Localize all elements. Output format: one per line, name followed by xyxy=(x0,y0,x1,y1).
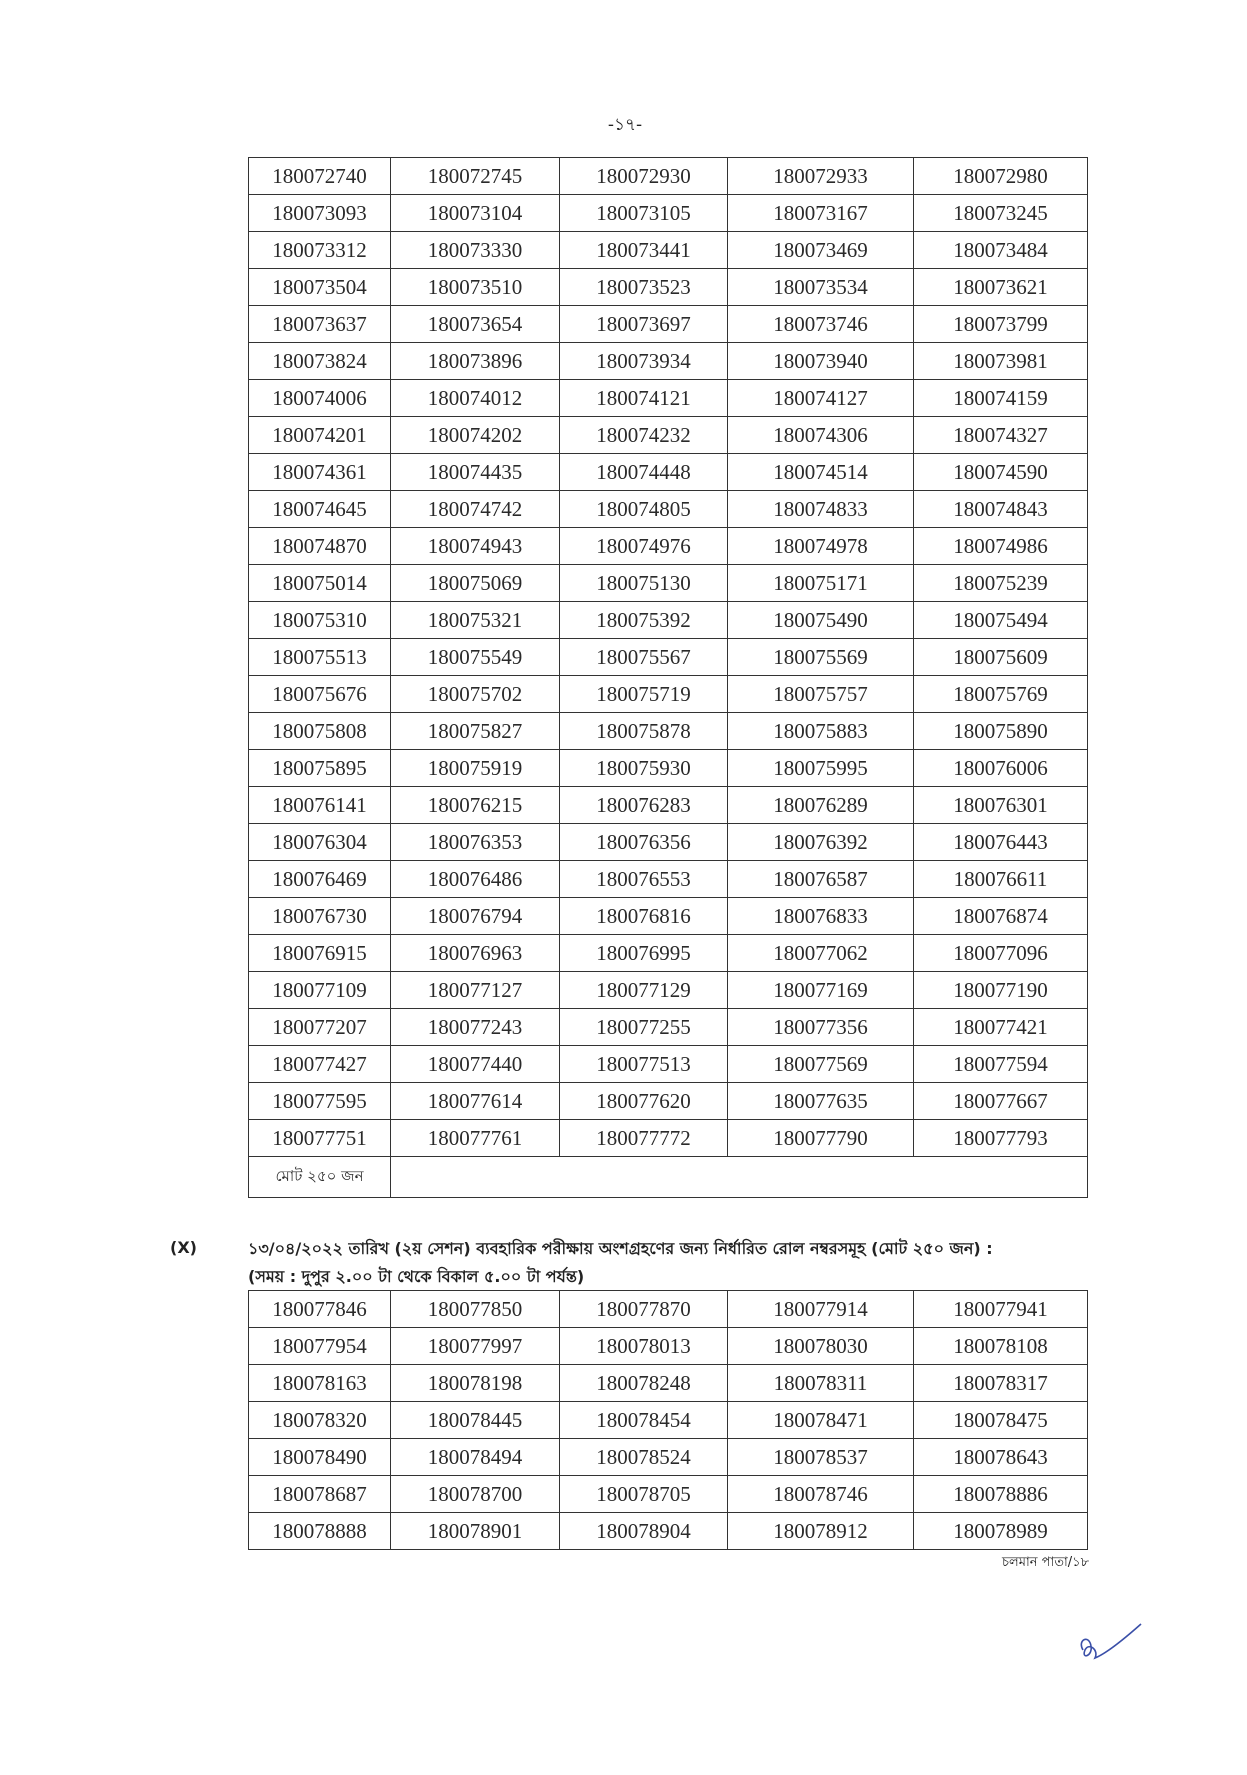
roll-number-cell: 180073799 xyxy=(914,306,1088,343)
table-row xyxy=(249,1083,1088,1120)
roll-number-cell: 180078490 xyxy=(249,1439,391,1476)
roll-number-cell: 180074978 xyxy=(728,528,914,565)
roll-number-cell: 180073484 xyxy=(914,232,1088,269)
roll-number-cell: 180073093 xyxy=(249,195,391,232)
roll-number-cell: 180074006 xyxy=(249,380,391,417)
roll-number-cell: 180076995 xyxy=(560,935,728,972)
roll-number-cell: 180074833 xyxy=(728,491,914,528)
table-row xyxy=(249,602,1088,639)
roll-number-cell: 180078320 xyxy=(249,1402,391,1439)
roll-number-cell: 180078989 xyxy=(914,1513,1088,1550)
total-row xyxy=(249,1157,1088,1198)
roll-number-cell: 180073654 xyxy=(391,306,560,343)
roll-number-cell: 180078013 xyxy=(560,1328,728,1365)
table-row xyxy=(249,750,1088,787)
roll-number-cell: 180078248 xyxy=(560,1365,728,1402)
roll-number-cell: 180076283 xyxy=(560,787,728,824)
roll-number-cell: 180074232 xyxy=(560,417,728,454)
section-title: ১৩/০৪/২০২২ তারিখ (২য় সেশন) ব্যবহারিক পরীক্ষায় অংশগ্রহণের জন্য নির্ধারিত রোল নম্বরসমূহ (মোট ২৫০ জন) : xyxy=(248,1239,993,1258)
table-row xyxy=(249,972,1088,1009)
table-row xyxy=(249,1476,1088,1513)
roll-number-cell: 180077190 xyxy=(914,972,1088,1009)
table-row xyxy=(249,639,1088,676)
roll-number-cell: 180075808 xyxy=(249,713,391,750)
roll-number-cell: 180078705 xyxy=(560,1476,728,1513)
roll-number-cell: 180076443 xyxy=(914,824,1088,861)
roll-number-cell: 180078537 xyxy=(728,1439,914,1476)
roll-number-cell: 180077207 xyxy=(249,1009,391,1046)
roll-number-cell: 180077997 xyxy=(391,1328,560,1365)
roll-number-cell: 180078643 xyxy=(914,1439,1088,1476)
table-row xyxy=(249,787,1088,824)
roll-number-cell: 180075069 xyxy=(391,565,560,602)
roll-number-cell: 180073981 xyxy=(914,343,1088,380)
continued-note: চলমান পাতা/১৮ xyxy=(1002,1555,1089,1570)
roll-number-cell: 180074645 xyxy=(249,491,391,528)
table-row xyxy=(249,306,1088,343)
roll-number-cell: 180075919 xyxy=(391,750,560,787)
roll-number-cell: 180077129 xyxy=(560,972,728,1009)
total-count: মোট ২৫০ জন xyxy=(249,1157,391,1198)
roll-number-cell: 180075310 xyxy=(249,602,391,639)
roll-number-cell: 180074012 xyxy=(391,380,560,417)
roll-number-cell: 180073637 xyxy=(249,306,391,343)
roll-number-cell: 180077620 xyxy=(560,1083,728,1120)
roll-number-cell: 180078471 xyxy=(728,1402,914,1439)
roll-number-cell: 180078445 xyxy=(391,1402,560,1439)
roll-number-cell: 180076289 xyxy=(728,787,914,824)
roll-number-cell: 180077914 xyxy=(728,1291,914,1328)
roll-number-cell: 180077255 xyxy=(560,1009,728,1046)
roll-number-cell: 180077772 xyxy=(560,1120,728,1157)
roll-number-cell: 180074514 xyxy=(728,454,914,491)
roll-number-cell: 180078475 xyxy=(914,1402,1088,1439)
roll-number-cell: 180074327 xyxy=(914,417,1088,454)
roll-number-cell: 180077870 xyxy=(560,1291,728,1328)
roll-number-cell: 180075239 xyxy=(914,565,1088,602)
table-row xyxy=(249,861,1088,898)
table-row xyxy=(249,1120,1088,1157)
table-row xyxy=(249,528,1088,565)
roll-number-cell: 180077635 xyxy=(728,1083,914,1120)
roll-number-cell: 180073504 xyxy=(249,269,391,306)
table-row xyxy=(249,1439,1088,1476)
roll-number-cell: 180077790 xyxy=(728,1120,914,1157)
roll-number-cell: 180076915 xyxy=(249,935,391,972)
roll-number-cell: 180077427 xyxy=(249,1046,391,1083)
table-row xyxy=(249,1046,1088,1083)
roll-number-cell: 180078198 xyxy=(391,1365,560,1402)
roll-number-cell: 180078912 xyxy=(728,1513,914,1550)
roll-number-cell: 180074590 xyxy=(914,454,1088,491)
roll-number-cell: 180075878 xyxy=(560,713,728,750)
table-row xyxy=(249,417,1088,454)
roll-number-cell: 180074843 xyxy=(914,491,1088,528)
roll-number-cell: 180074976 xyxy=(560,528,728,565)
roll-number-cell: 180074435 xyxy=(391,454,560,491)
roll-number-cell: 180074986 xyxy=(914,528,1088,565)
roll-number-cell: 180078888 xyxy=(249,1513,391,1550)
roll-number-cell: 180076469 xyxy=(249,861,391,898)
roll-number-cell: 180078311 xyxy=(728,1365,914,1402)
roll-number-cell: 180077595 xyxy=(249,1083,391,1120)
roll-number-cell: 180077614 xyxy=(391,1083,560,1120)
roll-number-cell: 180074943 xyxy=(391,528,560,565)
roll-number-cell: 180076963 xyxy=(391,935,560,972)
roll-number-cell: 180073824 xyxy=(249,343,391,380)
roll-number-cell: 180075995 xyxy=(728,750,914,787)
roll-number-cell: 180078454 xyxy=(560,1402,728,1439)
roll-number-cell: 180073510 xyxy=(391,269,560,306)
roll-number-cell: 180073441 xyxy=(560,232,728,269)
roll-number-cell: 180078163 xyxy=(249,1365,391,1402)
roll-number-cell: 180077243 xyxy=(391,1009,560,1046)
roll-number-cell: 180077169 xyxy=(728,972,914,1009)
roll-number-cell: 180076611 xyxy=(914,861,1088,898)
roll-number-cell: 180077793 xyxy=(914,1120,1088,1157)
table-row xyxy=(249,565,1088,602)
roll-number-cell: 180076392 xyxy=(728,824,914,861)
roll-number-cell: 180077096 xyxy=(914,935,1088,972)
table-row xyxy=(249,269,1088,306)
roll-number-cell: 180077594 xyxy=(914,1046,1088,1083)
roll-number-cell: 180073621 xyxy=(914,269,1088,306)
roll-number-cell: 180078494 xyxy=(391,1439,560,1476)
roll-number-cell: 180073312 xyxy=(249,232,391,269)
roll-number-cell: 180077421 xyxy=(914,1009,1088,1046)
roll-number-cell: 180075827 xyxy=(391,713,560,750)
roll-number-cell: 180074361 xyxy=(249,454,391,491)
roll-number-cell: 180076874 xyxy=(914,898,1088,935)
roll-number-cell: 180072740 xyxy=(249,158,391,195)
roll-number-table-1 xyxy=(248,157,1088,1198)
roll-number-cell: 180075569 xyxy=(728,639,914,676)
roll-number-cell: 180078746 xyxy=(728,1476,914,1513)
roll-number-cell: 180074121 xyxy=(560,380,728,417)
table-row xyxy=(249,713,1088,750)
roll-number-cell: 180075890 xyxy=(914,713,1088,750)
roll-number-cell: 180075883 xyxy=(728,713,914,750)
roll-number-cell: 180077941 xyxy=(914,1291,1088,1328)
roll-number-cell: 180073469 xyxy=(728,232,914,269)
roll-number-cell: 180073245 xyxy=(914,195,1088,232)
roll-number-cell: 180072933 xyxy=(728,158,914,195)
roll-number-cell: 180075513 xyxy=(249,639,391,676)
roll-number-cell: 180074805 xyxy=(560,491,728,528)
roll-number-cell: 180076215 xyxy=(391,787,560,824)
roll-number-cell: 180075130 xyxy=(560,565,728,602)
roll-number-cell: 180073746 xyxy=(728,306,914,343)
roll-number-cell: 180077127 xyxy=(391,972,560,1009)
table-row xyxy=(249,676,1088,713)
roll-number-cell: 180075719 xyxy=(560,676,728,713)
table-row xyxy=(249,1291,1088,1328)
roll-number-cell: 180073896 xyxy=(391,343,560,380)
roll-number-cell: 180076304 xyxy=(249,824,391,861)
roll-number-cell: 180075769 xyxy=(914,676,1088,713)
roll-number-cell: 180078687 xyxy=(249,1476,391,1513)
roll-number-cell: 180078030 xyxy=(728,1328,914,1365)
roll-number-cell: 180075757 xyxy=(728,676,914,713)
roll-number-cell: 180075676 xyxy=(249,676,391,713)
roll-number-cell: 180076356 xyxy=(560,824,728,861)
roll-number-cell: 180075895 xyxy=(249,750,391,787)
table-row xyxy=(249,380,1088,417)
roll-number-cell: 180074306 xyxy=(728,417,914,454)
roll-number-cell: 180077569 xyxy=(728,1046,914,1083)
table-row xyxy=(249,1513,1088,1550)
roll-number-cell: 180073330 xyxy=(391,232,560,269)
roll-number-cell: 180077440 xyxy=(391,1046,560,1083)
roll-number-cell: 180076006 xyxy=(914,750,1088,787)
roll-number-cell: 180077356 xyxy=(728,1009,914,1046)
roll-number-table-2 xyxy=(248,1290,1088,1550)
table-row xyxy=(249,454,1088,491)
roll-number-cell: 180073523 xyxy=(560,269,728,306)
roll-number-cell: 180076353 xyxy=(391,824,560,861)
roll-number-cell: 180077846 xyxy=(249,1291,391,1328)
roll-number-cell: 180073697 xyxy=(560,306,728,343)
roll-number-cell: 180073934 xyxy=(560,343,728,380)
roll-number-cell: 180077751 xyxy=(249,1120,391,1157)
roll-number-cell: 180076301 xyxy=(914,787,1088,824)
roll-number-cell: 180073940 xyxy=(728,343,914,380)
roll-number-cell: 180076730 xyxy=(249,898,391,935)
roll-number-cell: 180074201 xyxy=(249,417,391,454)
roll-number-cell: 180077062 xyxy=(728,935,914,972)
table-row xyxy=(249,195,1088,232)
roll-number-cell: 180077109 xyxy=(249,972,391,1009)
roll-number-cell: 180076833 xyxy=(728,898,914,935)
page-number: -১৭- xyxy=(607,115,643,135)
table-row xyxy=(249,1328,1088,1365)
table-row xyxy=(249,1402,1088,1439)
roll-number-cell: 180075567 xyxy=(560,639,728,676)
roll-number-cell: 180075702 xyxy=(391,676,560,713)
table-row xyxy=(249,935,1088,972)
roll-number-cell: 180078901 xyxy=(391,1513,560,1550)
roll-number-cell: 180076141 xyxy=(249,787,391,824)
roll-number-cell: 180075494 xyxy=(914,602,1088,639)
roll-number-cell: 180078317 xyxy=(914,1365,1088,1402)
roll-number-cell: 180076486 xyxy=(391,861,560,898)
roll-number-cell: 180074448 xyxy=(560,454,728,491)
table-row xyxy=(249,1009,1088,1046)
roll-number-cell: 180076816 xyxy=(560,898,728,935)
roll-number-cell: 180078904 xyxy=(560,1513,728,1550)
roll-number-cell: 180075930 xyxy=(560,750,728,787)
table-row xyxy=(249,343,1088,380)
roll-number-cell: 180072930 xyxy=(560,158,728,195)
roll-number-cell: 180072980 xyxy=(914,158,1088,195)
roll-number-cell: 180073104 xyxy=(391,195,560,232)
roll-number-cell: 180076587 xyxy=(728,861,914,898)
roll-number-cell: 180077667 xyxy=(914,1083,1088,1120)
section-label: (X) xyxy=(170,1238,197,1257)
roll-number-cell: 180074742 xyxy=(391,491,560,528)
roll-number-cell: 180075171 xyxy=(728,565,914,602)
roll-number-cell: 180074159 xyxy=(914,380,1088,417)
roll-number-cell: 180077761 xyxy=(391,1120,560,1157)
roll-number-cell: 180074202 xyxy=(391,417,560,454)
roll-number-cell: 180077850 xyxy=(391,1291,560,1328)
roll-number-cell: 180075549 xyxy=(391,639,560,676)
roll-number-cell: 180078700 xyxy=(391,1476,560,1513)
roll-number-cell: 180077513 xyxy=(560,1046,728,1083)
table-row xyxy=(249,898,1088,935)
roll-number-cell: 180073105 xyxy=(560,195,728,232)
roll-number-cell: 180073534 xyxy=(728,269,914,306)
roll-number-cell: 180077954 xyxy=(249,1328,391,1365)
table-row xyxy=(249,158,1088,195)
roll-number-cell: 180078886 xyxy=(914,1476,1088,1513)
roll-number-cell: 180078108 xyxy=(914,1328,1088,1365)
roll-number-cell: 180076794 xyxy=(391,898,560,935)
table-row xyxy=(249,232,1088,269)
roll-number-cell: 180075392 xyxy=(560,602,728,639)
roll-number-cell: 180074127 xyxy=(728,380,914,417)
roll-number-cell: 180074870 xyxy=(249,528,391,565)
table-row xyxy=(249,824,1088,861)
roll-number-cell: 180076553 xyxy=(560,861,728,898)
signature xyxy=(1075,1620,1145,1675)
roll-number-cell: 180073167 xyxy=(728,195,914,232)
roll-number-cell: 180075490 xyxy=(728,602,914,639)
table-row xyxy=(249,491,1088,528)
roll-number-cell: 180072745 xyxy=(391,158,560,195)
roll-number-cell: 180075321 xyxy=(391,602,560,639)
roll-number-cell: 180075609 xyxy=(914,639,1088,676)
empty-cell xyxy=(391,1157,1088,1198)
table-row xyxy=(249,1365,1088,1402)
roll-number-cell: 180075014 xyxy=(249,565,391,602)
section-time: (সময় : দুপুর ২.০০ টা থেকে বিকাল ৫.০০ টা পর্যন্ত) xyxy=(248,1267,585,1286)
roll-number-cell: 180078524 xyxy=(560,1439,728,1476)
